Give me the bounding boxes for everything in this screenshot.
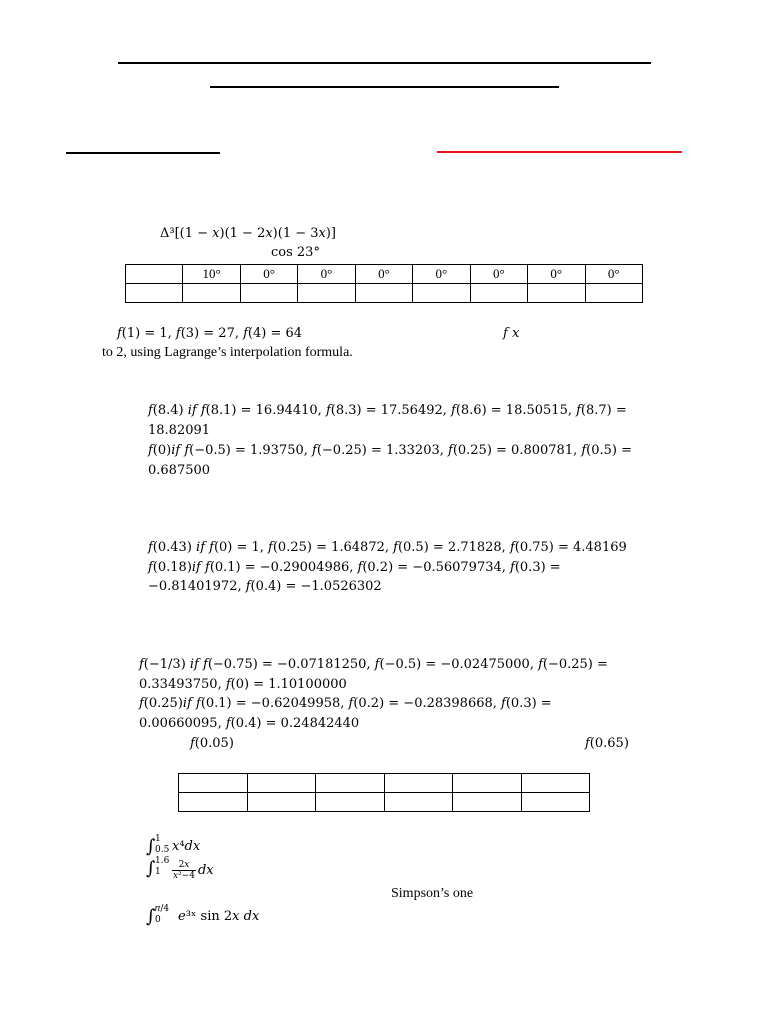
cos-label: cos 23°	[271, 245, 320, 260]
right-rule-red	[437, 151, 682, 153]
q5-line-4: 0.00660095, 𝑓(0.4) = 0.24842440	[139, 716, 360, 731]
denominator: 𝑥²−4	[173, 871, 195, 881]
q3-line-3: 𝑓(0)𝑖𝑓 𝑓(−0.5) = 1.93750, 𝑓(−0.25) = 1.33203, 𝑓(0.25) = 0.800781, 𝑓(0.5) =	[148, 443, 633, 458]
q5-line-2: 0.33493750, 𝑓(0) = 1.10100000	[139, 677, 347, 692]
upper-limit: 1	[155, 834, 161, 844]
table-2-cell	[316, 774, 385, 793]
title-rule-1	[118, 62, 651, 64]
lower-limit: 1	[155, 867, 161, 877]
table-1-cell: 0°	[585, 265, 643, 284]
f-of-x: 𝑓 𝑥	[503, 326, 520, 341]
q3-line-4: 0.687500	[148, 463, 211, 478]
table-1-cell	[126, 265, 183, 284]
table-1-cell	[355, 284, 412, 303]
numerator: 2𝑥	[172, 860, 196, 871]
lower-limit: 0.5	[155, 845, 170, 855]
table-1	[125, 264, 643, 303]
table-2-cell	[521, 793, 590, 812]
table-1-cell: 0°	[240, 265, 297, 284]
table-1-cell	[183, 284, 240, 303]
upper-limit: 1.6	[155, 856, 170, 866]
integral-sign: ∫	[146, 906, 156, 927]
lagrange-text: to 2, using Lagrange’s interpolation formula.	[102, 345, 353, 360]
table-1-cell	[298, 284, 355, 303]
table-2-cell	[179, 793, 248, 812]
table-1-cell	[413, 284, 470, 303]
table-1-cell	[470, 284, 527, 303]
lower-limit: 0	[155, 915, 161, 925]
table-2-cell	[247, 774, 316, 793]
integrand: 𝑒³ˣ sin 2𝑥 𝑑𝑥	[178, 909, 260, 924]
table-2-cell	[453, 793, 522, 812]
integral-2	[146, 858, 256, 886]
table-2-cell	[384, 793, 453, 812]
fraction	[172, 860, 196, 881]
integral-sign: ∫	[146, 836, 156, 857]
table-2-cell	[247, 793, 316, 812]
difference-expression: Δ³[(1 − 𝑥)(1 − 2𝑥)(1 − 3𝑥)]	[160, 226, 336, 241]
table-1-cell	[240, 284, 297, 303]
f-0-05: 𝑓(0.05)	[190, 736, 234, 751]
table-1-cell: 0°	[413, 265, 470, 284]
table-1-cell: 10°	[183, 265, 240, 284]
title-rule-2	[210, 86, 559, 88]
table-2-row-2	[179, 793, 590, 812]
f-0-65: 𝑓(0.65)	[585, 736, 629, 751]
q5-line-1: 𝑓(−1/3) 𝑖𝑓 𝑓(−0.75) = −0.07181250, 𝑓(−0.5) = −0.02475000, 𝑓(−0.25) =	[139, 657, 608, 672]
integral-sign: ∫	[146, 858, 156, 879]
table-2-cell	[316, 793, 385, 812]
table-1-cell: 0°	[470, 265, 527, 284]
table-1-cell	[126, 284, 183, 303]
left-rule	[66, 152, 220, 154]
table-1-cell: 0°	[298, 265, 355, 284]
q3-line-1: 𝑓(8.4) 𝑖𝑓 𝑓(8.1) = 16.94410, 𝑓(8.3) = 17.56492, 𝑓(8.6) = 18.50515, 𝑓(8.7) =	[148, 403, 627, 418]
table-1-cell	[528, 284, 585, 303]
table-2-cell	[521, 774, 590, 793]
q4-line-2: 𝑓(0.18)𝑖𝑓 𝑓(0.1) = −0.29004986, 𝑓(0.2) = −0.56079734, 𝑓(0.3) =	[148, 560, 561, 575]
dx: 𝑑𝑥	[197, 863, 214, 878]
integral-3	[146, 906, 286, 930]
table-2-cell	[384, 774, 453, 793]
integrand: 𝑥⁴𝑑𝑥	[172, 839, 201, 854]
integral-limits	[155, 856, 169, 878]
table-2-cell	[453, 774, 522, 793]
integrand	[170, 860, 214, 881]
table-1-row-2	[126, 284, 643, 303]
table-2	[178, 773, 590, 812]
simpson-text: Simpson’s one	[391, 886, 474, 901]
table-1-row-1	[126, 265, 643, 284]
q5-line-3: 𝑓(0.25)𝑖𝑓 𝑓(0.1) = −0.62049958, 𝑓(0.2) = −0.28398668, 𝑓(0.3) =	[139, 696, 552, 711]
table-2-cell	[179, 774, 248, 793]
table-2-row-1	[179, 774, 590, 793]
table-1-cell: 0°	[355, 265, 412, 284]
given-values: 𝑓(1) = 1, 𝑓(3) = 27, 𝑓(4) = 64	[117, 326, 303, 341]
table-1-cell	[585, 284, 643, 303]
table-1-cell: 0°	[528, 265, 585, 284]
integral-limits	[155, 904, 169, 926]
upper-limit: 𝜋/4	[155, 904, 170, 914]
q4-line-3: −0.81401972, 𝑓(0.4) = −1.0526302	[148, 579, 382, 594]
integral-limits	[155, 834, 169, 856]
q4-line-1: 𝑓(0.43) 𝑖𝑓 𝑓(0) = 1, 𝑓(0.25) = 1.64872, 𝑓(0.5) = 2.71828, 𝑓(0.75) = 4.48169	[148, 540, 627, 555]
q3-line-2: 18.82091	[148, 423, 211, 438]
